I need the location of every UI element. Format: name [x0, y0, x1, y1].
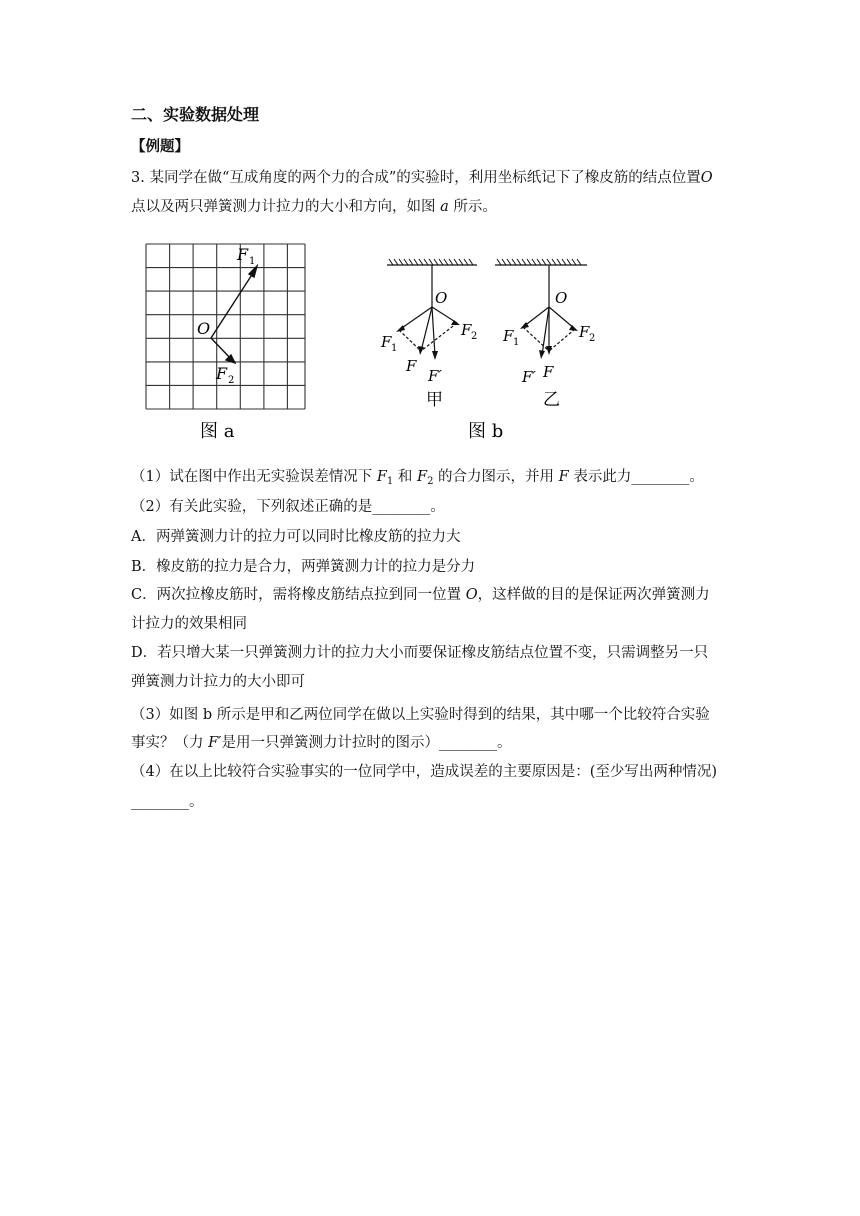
option-c-text-b: ，这样做的目的是保证两次弹簧测力 [477, 587, 710, 603]
figure-b-jia-F: F [406, 357, 417, 375]
question-stem-text: 某同学在做“互成角度的两个力的合成”的实验时，利用坐标纸记下了橡皮筋的结点位置 [149, 170, 701, 186]
q3-Fprime: F′ [208, 735, 222, 751]
q4-line2: ________。 [131, 794, 204, 810]
section-title: 二、实验数据处理 [131, 105, 260, 124]
q2: （2）有关此实验，下列叙述正确的是________。 [131, 499, 445, 515]
figure-a-label-F1: F [237, 245, 249, 264]
figure-b-yi-F2: F [579, 323, 590, 341]
figure-b-jia-F2-sub: 2 [471, 331, 478, 342]
option-c-text-a: C．两次拉橡皮筋时，需将橡皮筋结点拉到同一位置 [131, 587, 462, 603]
option-c-line1 [131, 585, 710, 605]
figure-b-yi-Fprime: F′ [522, 368, 536, 386]
point-O: O [700, 170, 713, 186]
figure-b-yi-F1: F [503, 327, 514, 345]
q3-text-b: 是用一只弹簧测力计拉时的图示）________。 [221, 735, 512, 751]
panel-jia [387, 259, 477, 356]
option-c-line2: 计拉力的效果相同 [131, 616, 247, 632]
figure-a-label-F2: F [216, 364, 228, 383]
option-d-line2: 弹簧测力计拉力的大小即可 [131, 674, 305, 690]
q1-text-b: 和 [397, 469, 413, 485]
q1-F2-sub: 2 [427, 476, 434, 487]
figure-a-label-F1-sub: 1 [249, 256, 256, 267]
question-stem-line2 [131, 197, 497, 217]
question-stem-tail: 所示。 [453, 199, 497, 215]
figure-b-yi-F: F [543, 363, 554, 381]
question-stem-line1 [131, 168, 713, 188]
question-stem-text2: 点以及两只弹簧测力计拉力的大小和方向，如图 [131, 199, 436, 215]
example-tag: 【例题】 [131, 138, 189, 155]
figure-a-label-O: O [197, 319, 211, 338]
figure-a-caption: 图 a [200, 421, 235, 442]
q1-F2: F [417, 469, 428, 485]
option-b: B．橡皮筋的拉力是合力，两弹簧测力计的拉力是分力 [131, 559, 476, 575]
q1-F1: F [376, 469, 387, 485]
figure-b-yi-label: 乙 [543, 390, 560, 410]
q4-line1: （4）在以上比较符合实验事实的一位同学中，造成误差的主要原因是：(至少写出两种情况) [131, 764, 718, 780]
q3-text-a: 事实？（力 [131, 735, 204, 751]
figure-b-jia-F1: F [381, 333, 392, 351]
figure-b-jia-F1-sub: 1 [391, 343, 398, 354]
q1-text-d: 表示此力________。 [573, 469, 704, 485]
question-number: 3. [131, 170, 145, 186]
q1 [131, 467, 704, 492]
q1-text-c: 的合力图示，并用 [438, 469, 555, 485]
figure-b-yi-F2-sub: 2 [589, 333, 596, 344]
figure-b-jia-Fprime: F′ [428, 367, 442, 385]
figure-b-yi-O: O [555, 289, 568, 307]
q3-line1: （3）如图 b 所示是甲和乙两位同学在做以上实验时得到的结果，其中哪一个比较符合实验 [131, 707, 710, 723]
option-d-line1: D．若只增大某一只弹簧测力计的拉力大小而要保证橡皮筋结点位置不变，只需调整另一只 [131, 645, 709, 661]
figure-a [140, 236, 310, 446]
figure-b-jia-O: O [435, 289, 448, 307]
figure-b-caption: 图 b [468, 421, 504, 442]
q1-F1-sub: 1 [386, 476, 394, 487]
option-a: A．两弹簧测力计的拉力可以同时比橡皮筋的拉力大 [131, 529, 461, 545]
figure-a-label-F2-sub: 2 [228, 375, 235, 386]
q1-text-a: （1）试在图中作出无实验误差情况下 [131, 469, 373, 485]
q3-line2 [131, 733, 511, 753]
figure-ref-a: a [440, 199, 449, 215]
figure-b-yi-F1-sub: 1 [513, 337, 520, 348]
option-c-O: O [465, 587, 478, 603]
figure-b-jia-label: 甲 [426, 390, 443, 410]
figure-b-jia-F2: F [461, 321, 472, 339]
figure-b [375, 255, 605, 445]
q1-F: F [558, 469, 569, 485]
